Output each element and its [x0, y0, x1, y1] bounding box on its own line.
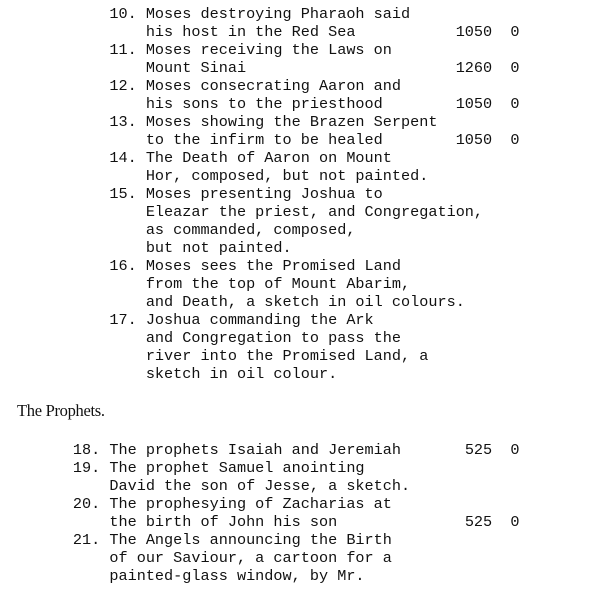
item-number: 10.	[109, 5, 137, 23]
item-title-line: river into the Promised Land, a	[145, 347, 429, 365]
item-title-line: Moses sees the Promised Land	[145, 257, 402, 275]
item-title-line: his host in the Red Sea	[145, 23, 356, 41]
item-price-sub: 0	[510, 23, 520, 41]
item-title-line: Eleazar the priest, and Congregation,	[145, 203, 484, 221]
item-price-sub: 0	[510, 441, 520, 459]
item-number: 17.	[109, 311, 137, 329]
item-price-sub: 0	[510, 513, 520, 531]
item-title-line: but not painted.	[145, 239, 292, 257]
item-title-line: the birth of John his son	[109, 513, 338, 531]
item-title-line: as commanded, composed,	[145, 221, 356, 239]
item-title-line: his sons to the priesthood	[145, 95, 383, 113]
item-number: 20.	[72, 495, 101, 513]
item-price: 1050	[455, 23, 493, 41]
item-title-line: The prophets Isaiah and Jeremiah	[109, 441, 402, 459]
item-number: 11.	[109, 41, 137, 59]
item-title-line: painted-glass window, by Mr.	[109, 567, 365, 585]
item-number: 18.	[72, 441, 101, 459]
item-number: 21.	[72, 531, 101, 549]
item-title-line: Moses destroying Pharaoh said	[145, 5, 411, 23]
item-title-line: Moses receiving the Laws on	[145, 41, 392, 59]
item-number: 19.	[72, 459, 101, 477]
item-price-sub: 0	[510, 95, 520, 113]
item-title-line: Moses showing the Brazen Serpent	[145, 113, 438, 131]
item-price: 525	[464, 513, 493, 531]
item-price-sub: 0	[510, 59, 520, 77]
item-number: 12.	[109, 77, 137, 95]
section-heading-prophets: The Prophets.	[17, 401, 105, 420]
item-title-line: and Congregation to pass the	[145, 329, 402, 347]
item-title-line: The Death of Aaron on Mount	[145, 149, 392, 167]
item-number: 14.	[109, 149, 137, 167]
item-title-line: The Angels announcing the Birth	[109, 531, 392, 549]
item-title-line: of our Saviour, a cartoon for a	[109, 549, 392, 567]
item-title-line: Moses consecrating Aaron and	[145, 77, 402, 95]
item-title-line: Mount Sinai	[145, 59, 247, 77]
item-number: 16.	[109, 257, 137, 275]
item-price: 525	[464, 441, 493, 459]
item-title-line: to the infirm to be healed	[145, 131, 383, 149]
item-title-line: from the top of Mount Abarim,	[145, 275, 411, 293]
item-title-line: Joshua commanding the Ark	[145, 311, 374, 329]
item-price: 1260	[455, 59, 493, 77]
item-title-line: The prophesying of Zacharias at	[109, 495, 392, 513]
item-title-line: The prophet Samuel anointing	[109, 459, 365, 477]
item-title-line: Hor, composed, but not painted.	[145, 167, 429, 185]
item-number: 15.	[109, 185, 137, 203]
item-number: 13.	[109, 113, 137, 131]
item-title-line: David the son of Jesse, a sketch.	[109, 477, 411, 495]
item-title-line: sketch in oil colour.	[145, 365, 338, 383]
item-price-sub: 0	[510, 131, 520, 149]
item-title-line: and Death, a sketch in oil colours.	[145, 293, 465, 311]
item-price: 1050	[455, 131, 493, 149]
item-price: 1050	[455, 95, 493, 113]
item-title-line: Moses presenting Joshua to	[145, 185, 383, 203]
